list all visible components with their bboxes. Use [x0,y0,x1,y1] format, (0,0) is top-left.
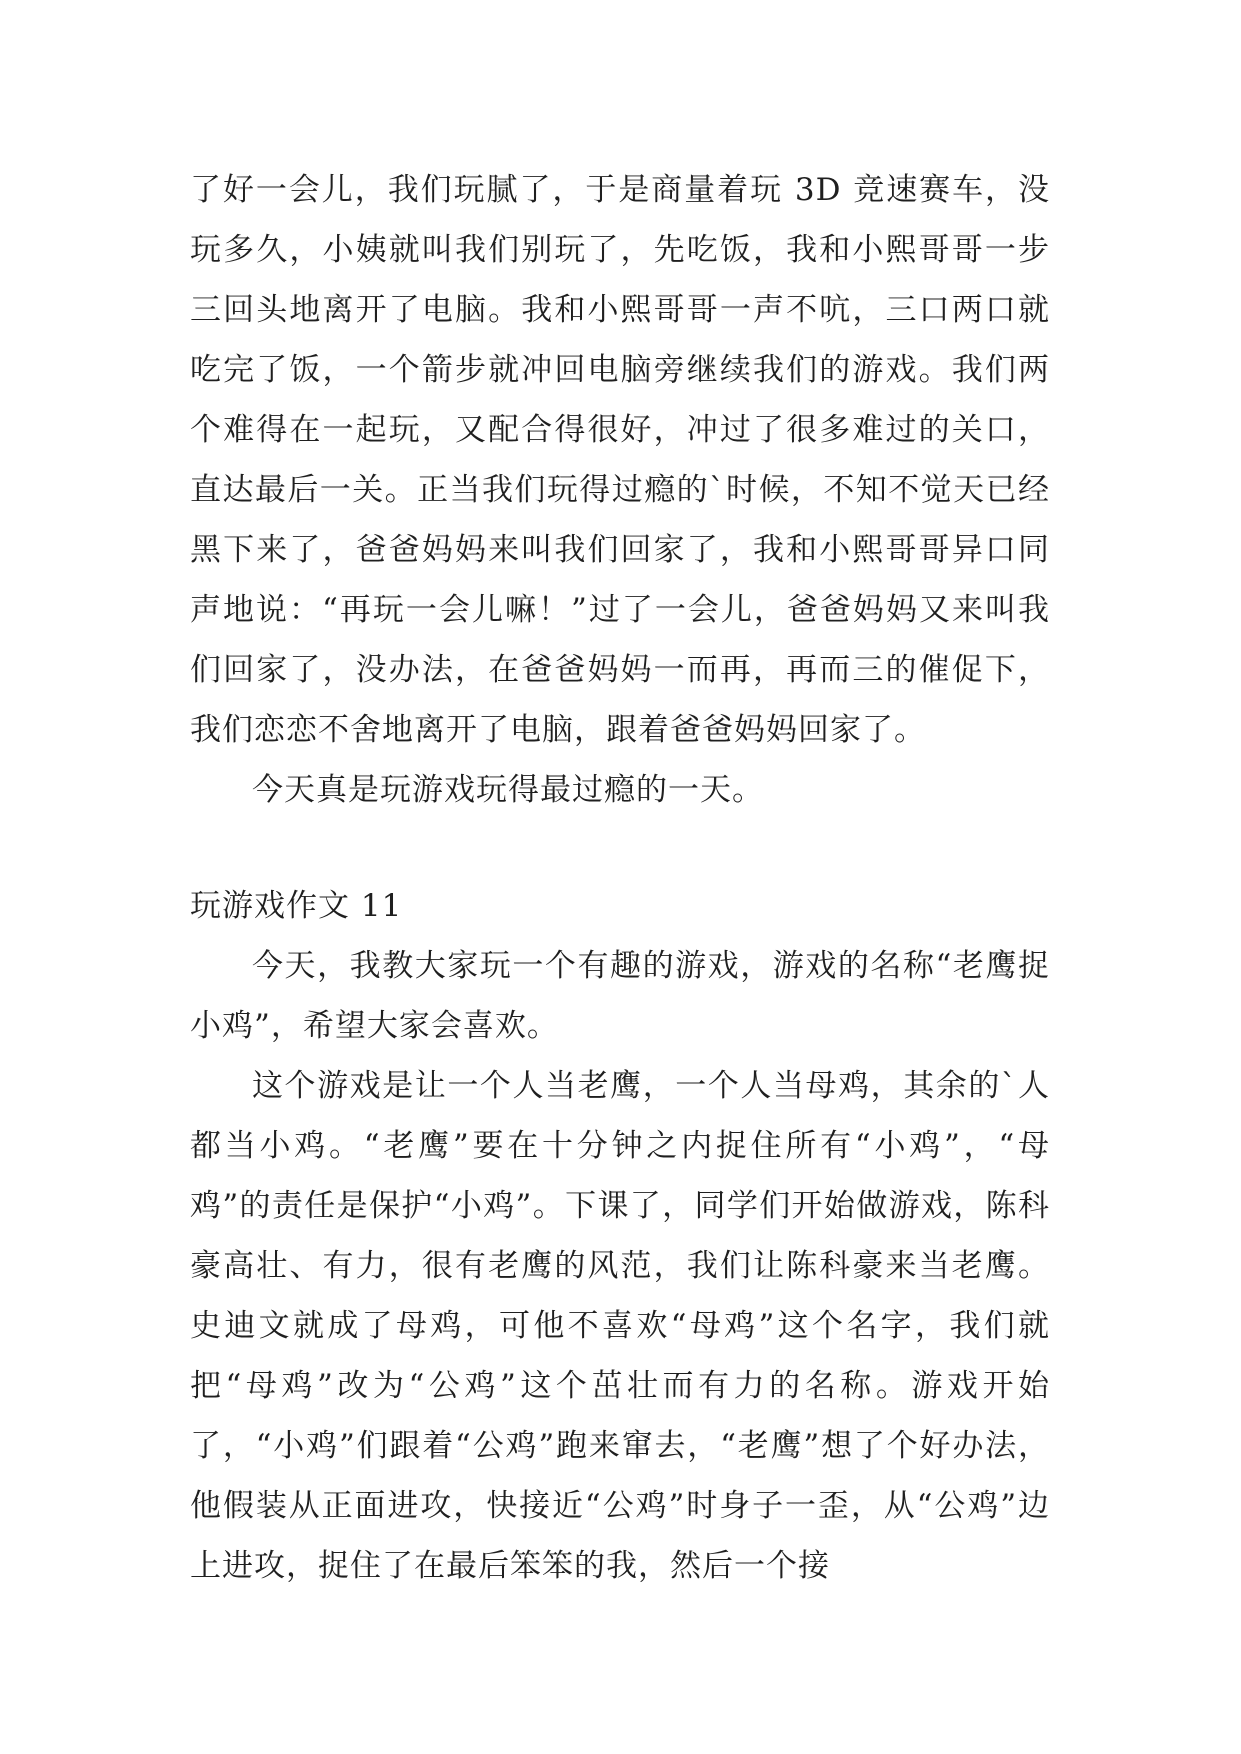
section-title: 玩游戏作文 11 [190,888,403,924]
paragraph-closing: 今天真是玩游戏玩得最过瘾的一天。 [252,772,764,808]
paragraph-intro: 今天，我教大家玩一个有趣的游戏，游戏的名称“老鹰捉小鸡”，希望大家会喜欢。 [190,948,1050,1044]
paragraph-continued: 了好一会儿，我们玩腻了，于是商量着玩 3D 竞速赛车，没玩多久，小姨就叫我们别玩了，先吃饭，我和小熙哥哥一步三回头地离开了电脑。我和小熙哥哥一声不吭，三口两口就吃完了饭，一个箭步就冲回电脑旁继续我们的游戏。我们两个难得在一起玩，又配合得很好，冲过了很多难过的关口，直达最后一关。正当我们玩得过瘾的`时候，不知不觉天已经黑下来了，爸爸妈妈来叫我们回家了，我和小熙哥哥异口同声地说：“再玩一会儿嘛！”过了一会儿，爸爸妈妈又来叫我们回家了，没办法，在爸爸妈妈一而再，再而三的催促下，我们恋恋不舍地离开了电脑，跟着爸爸妈妈回家了。 [190,172,1050,748]
paragraph-rules: 这个游戏是让一个人当老鹰，一个人当母鸡，其余的`人都当小鸡。“老鹰”要在十分钟之内捉住所有“小鸡”，“母鸡”的责任是保护“小鸡”。下课了，同学们开始做游戏，陈科豪高壮、有力，很有老鹰的风范，我们让陈科豪来当老鹰。史迪文就成了母鸡，可他不喜欢“母鸡”这个名字，我们就把“母鸡”改为“公鸡”这个茁壮而有力的名称。游戏开始了，“小鸡”们跟着“公鸡”跑来窜去，“老鹰”想了个好办法，他假装从正面进攻，快接近“公鸡”时身子一歪，从“公鸡”边上进攻，捉住了在最后笨笨的我，然后一个接 [190,1068,1050,1584]
document-body [190,160,1050,1596]
